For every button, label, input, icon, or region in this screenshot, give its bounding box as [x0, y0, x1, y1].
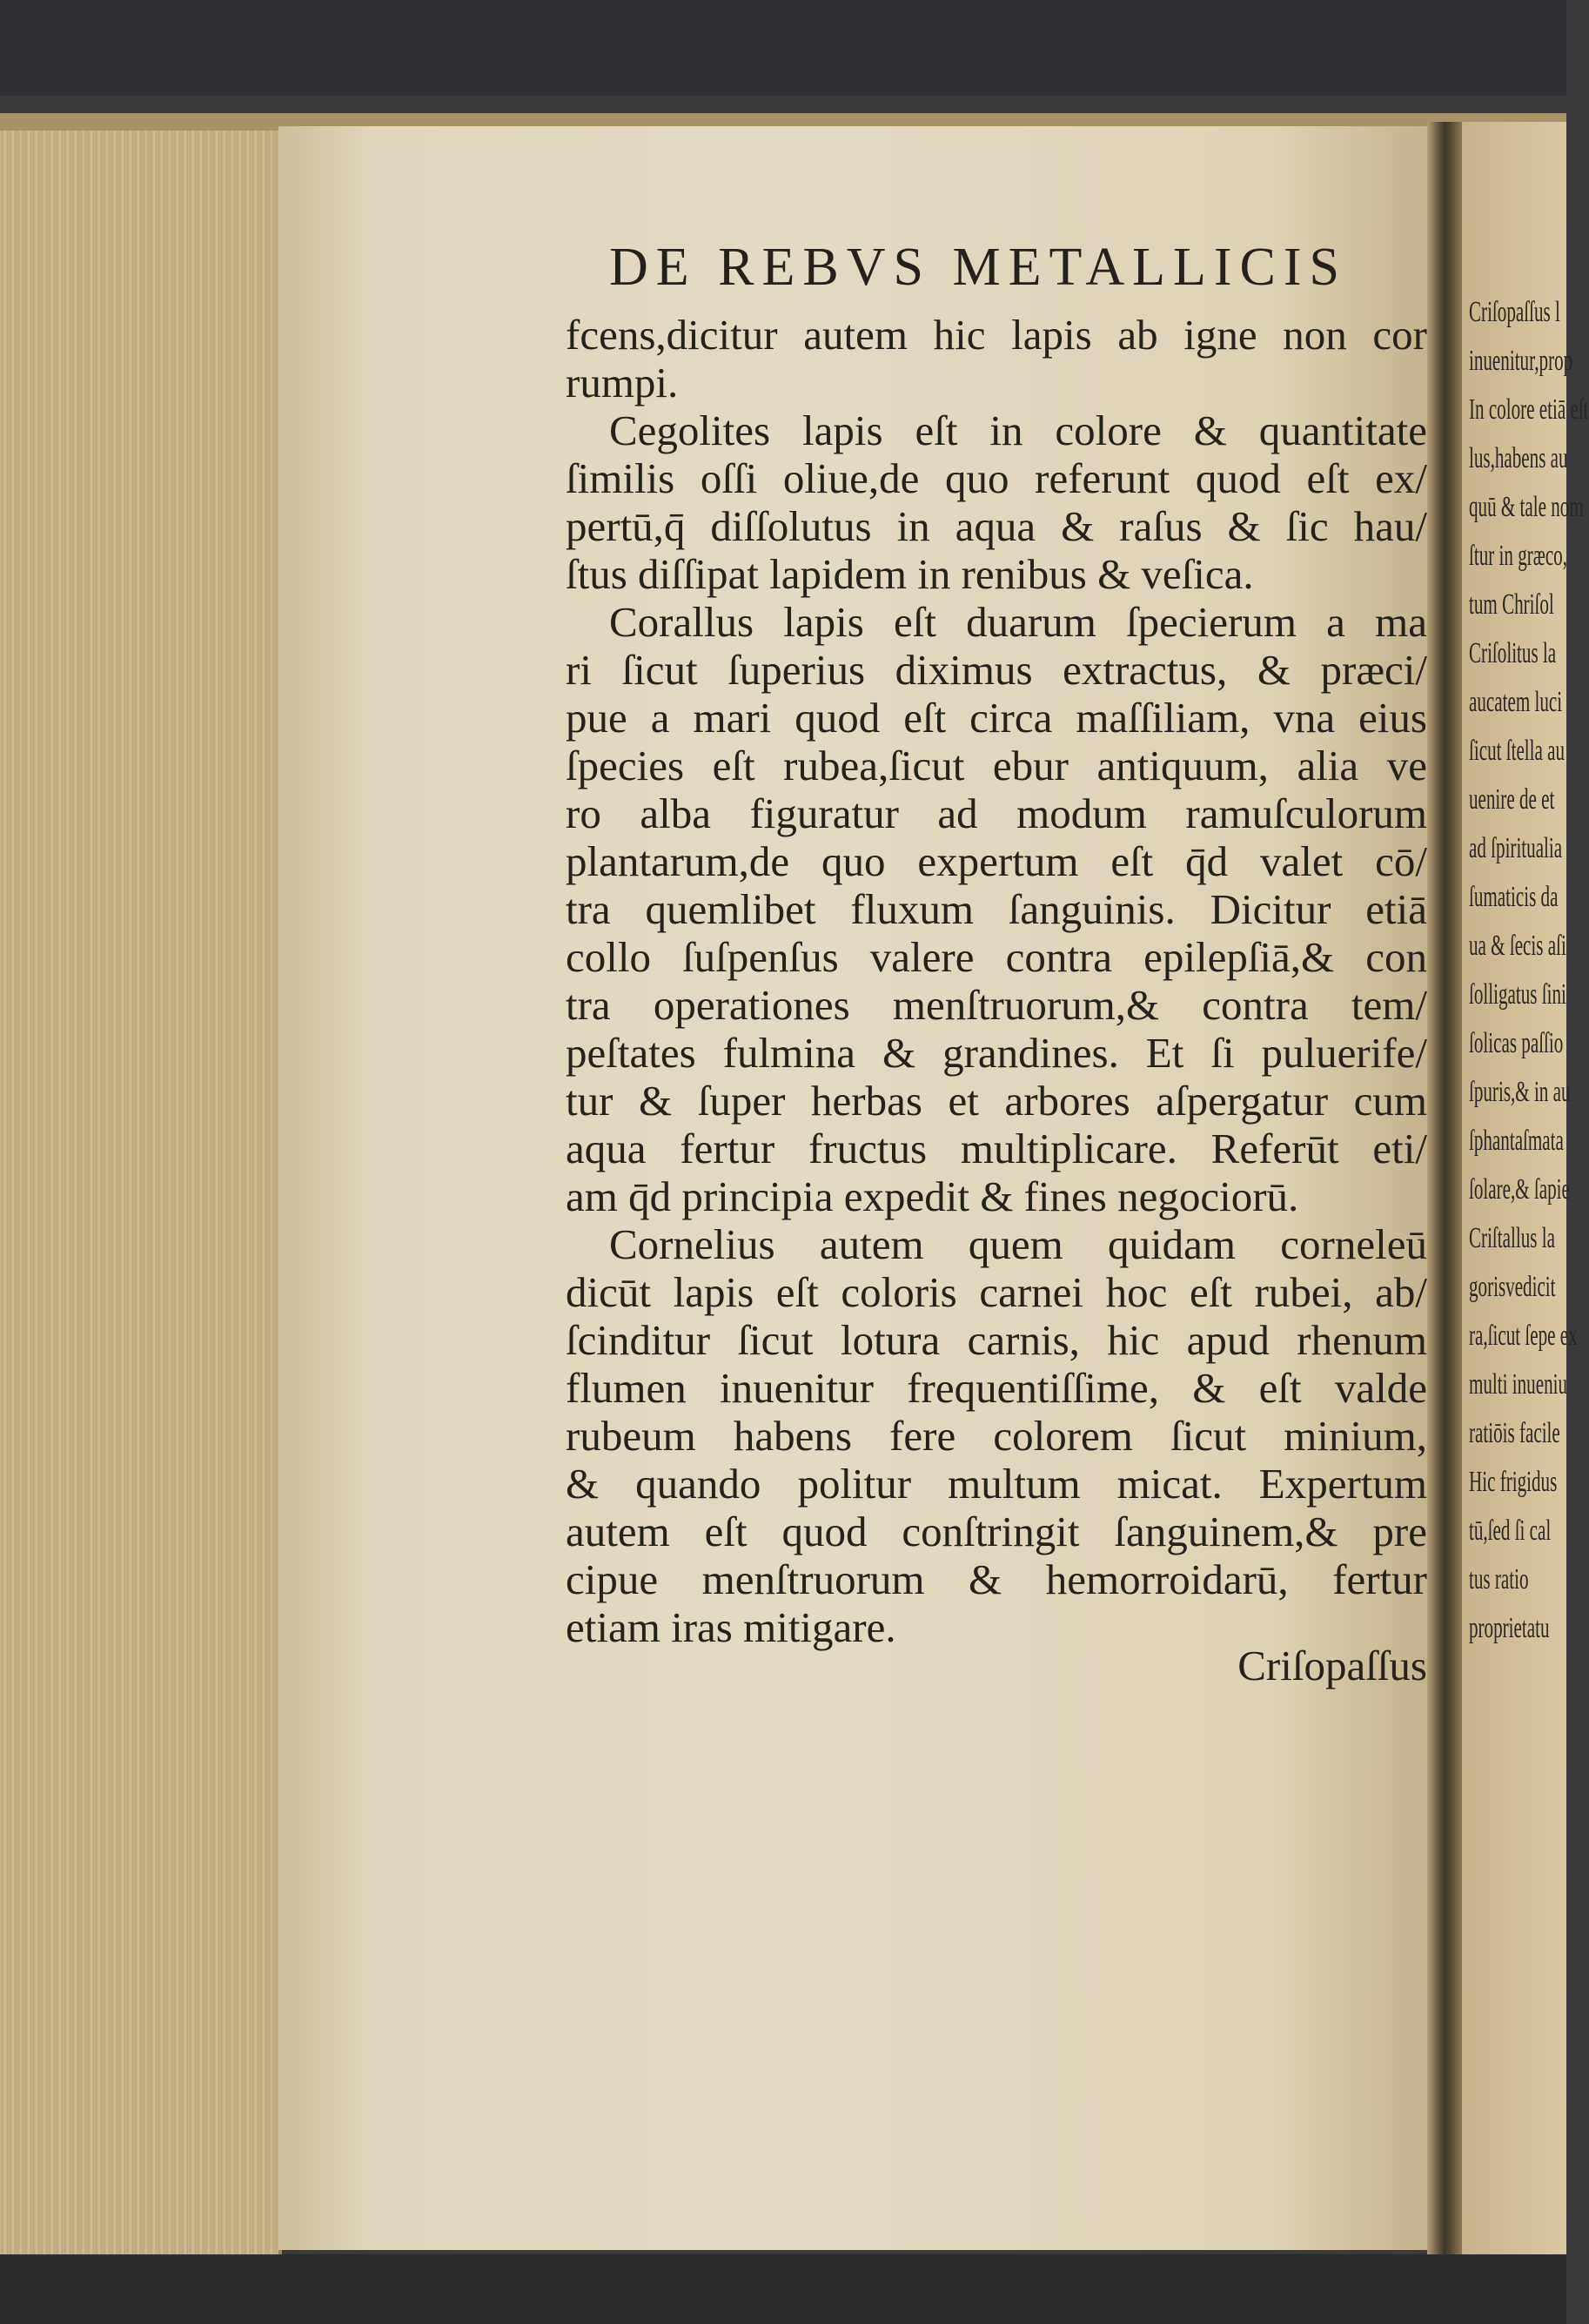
- facing-text-line: ſolligatus ſini: [1469, 978, 1566, 1011]
- running-header: DE REBVS METALLICIS: [609, 238, 1348, 297]
- facing-text-line: ra,ſicut ſepe ex: [1469, 1320, 1578, 1352]
- background-bottom: [0, 2254, 1566, 2324]
- text-line: Cegolites lapis eſt in colore & quantitate: [609, 406, 1427, 454]
- facing-text-line: ſumaticis da: [1469, 881, 1559, 913]
- facing-text-line: uenire de et: [1469, 783, 1555, 816]
- text-line: plantarum,de quo expertum eſt q̄d valet cō/: [566, 837, 1427, 885]
- text-line: cipue menſtruorum & hemorroidarū, fertur: [566, 1555, 1427, 1603]
- facing-text-line: ſolare,& ſapie: [1469, 1173, 1570, 1206]
- text-line: ſpecies eſt rubea,ſicut ebur antiquum, alia ve: [566, 742, 1427, 789]
- facing-text-line: ſtur in græco,: [1469, 540, 1568, 572]
- text-line: tur & ſuper herbas et arbores aſpergatur cum: [566, 1077, 1427, 1125]
- facing-text-line: ua & ſecis aſi: [1469, 930, 1566, 962]
- text-line: etiam iras mitigare.: [566, 1603, 896, 1651]
- facing-text-line: ſolicas paſſio: [1469, 1027, 1564, 1059]
- facing-text-line: Criſtallus la: [1469, 1222, 1555, 1254]
- text-line: ſtus diſſipat lapidem in renibus & veſica.: [566, 550, 1254, 598]
- text-line: & quando politur multum micat. Expertum: [566, 1460, 1427, 1508]
- text-line: fcens,dicitur autem hic lapis ab igne non cor: [566, 311, 1427, 359]
- text-line: Corallus lapis eſt duarum ſpecierum a ma: [609, 598, 1427, 646]
- text-line: rumpi.: [566, 359, 679, 406]
- text-line: Cornelius autem quem quidam corneleū: [609, 1220, 1427, 1268]
- book-gutter: [1427, 122, 1462, 2254]
- text-line: collo ſuſpenſus valere contra epilepſiā,& con: [566, 933, 1427, 981]
- facing-text-line: tū,ſed ſi cal: [1469, 1515, 1552, 1547]
- text-line: dicūt lapis eſt coloris carnei hoc eſt rubei, ab/: [566, 1268, 1427, 1316]
- facing-text-line: Criſolitus la: [1469, 637, 1557, 669]
- text-line: rubeum habens fere colorem ſicut minium,: [566, 1412, 1427, 1460]
- facing-text-line: ſicut ſtella au: [1469, 735, 1566, 767]
- text-line: tra operationes menſtruorum,& contra tem/: [566, 981, 1427, 1029]
- facing-text-line: ſpuris,& in au: [1469, 1076, 1571, 1108]
- facing-page: [1462, 122, 1589, 2254]
- facing-text-line: quū & tale nom: [1469, 491, 1584, 523]
- facing-text-line: inuenitur,prop: [1469, 345, 1573, 377]
- background-top: [0, 0, 1566, 96]
- text-line: ri ſicut ſuperius diximus extractus, & præci/: [566, 646, 1427, 694]
- facing-text-line: In colore etiā eſt: [1469, 393, 1589, 426]
- text-line: pue a mari quod eſt circa maſſiliam, vna eius: [566, 694, 1427, 742]
- facing-text-line: ad ſpiritualia: [1469, 832, 1563, 864]
- facing-text-line: lus,habens au: [1469, 442, 1568, 474]
- text-line: peſtates fulmina & grandines. Et ſi puluerife/: [566, 1029, 1427, 1077]
- facing-text-line: tum Chriſol: [1469, 588, 1554, 621]
- facing-text-line: ſphantaſmata: [1469, 1125, 1564, 1157]
- facing-text-line: tus ratio: [1469, 1563, 1529, 1595]
- text-line: autem eſt quod conſtringit ſanguinem,& pre: [566, 1508, 1427, 1555]
- facing-text-line: ratiōis facile: [1469, 1417, 1560, 1449]
- text-line: tra quemlibet fluxum ſanguinis. Dicitur etiā: [566, 885, 1427, 933]
- catchword: Criſopaſſus: [1237, 1642, 1427, 1689]
- facing-text-line: multi inueniu: [1469, 1368, 1568, 1400]
- text-line: aqua fertur fructus multiplicare. Referūt eti/: [566, 1125, 1427, 1172]
- page-stack-edges: [0, 131, 282, 2254]
- text-line: flumen inuenitur frequentiſſime, & eſt valde: [566, 1364, 1427, 1412]
- text-line: ro alba figuratur ad modum ramuſculorum: [566, 789, 1427, 837]
- facing-text-line: Criſopaſſus l: [1469, 296, 1560, 328]
- text-line: ſimilis oſſi oliue,de quo referunt quod eſt ex/: [566, 454, 1427, 502]
- facing-text-line: aucatem luci: [1469, 686, 1563, 718]
- facing-text-line: proprietatu: [1469, 1612, 1550, 1644]
- facing-text-line: gorisvedicit: [1469, 1271, 1556, 1303]
- facing-text-line: Hic frigidus: [1469, 1466, 1558, 1498]
- text-line: am q̄d principia expedit & fines negociorū.: [566, 1172, 1299, 1220]
- text-line: ſcinditur ſicut lotura carnis, hic apud rhenum: [566, 1316, 1427, 1364]
- text-line: pertū,q̄ diſſolutus in aqua & raſus & ſic hau/: [566, 502, 1427, 550]
